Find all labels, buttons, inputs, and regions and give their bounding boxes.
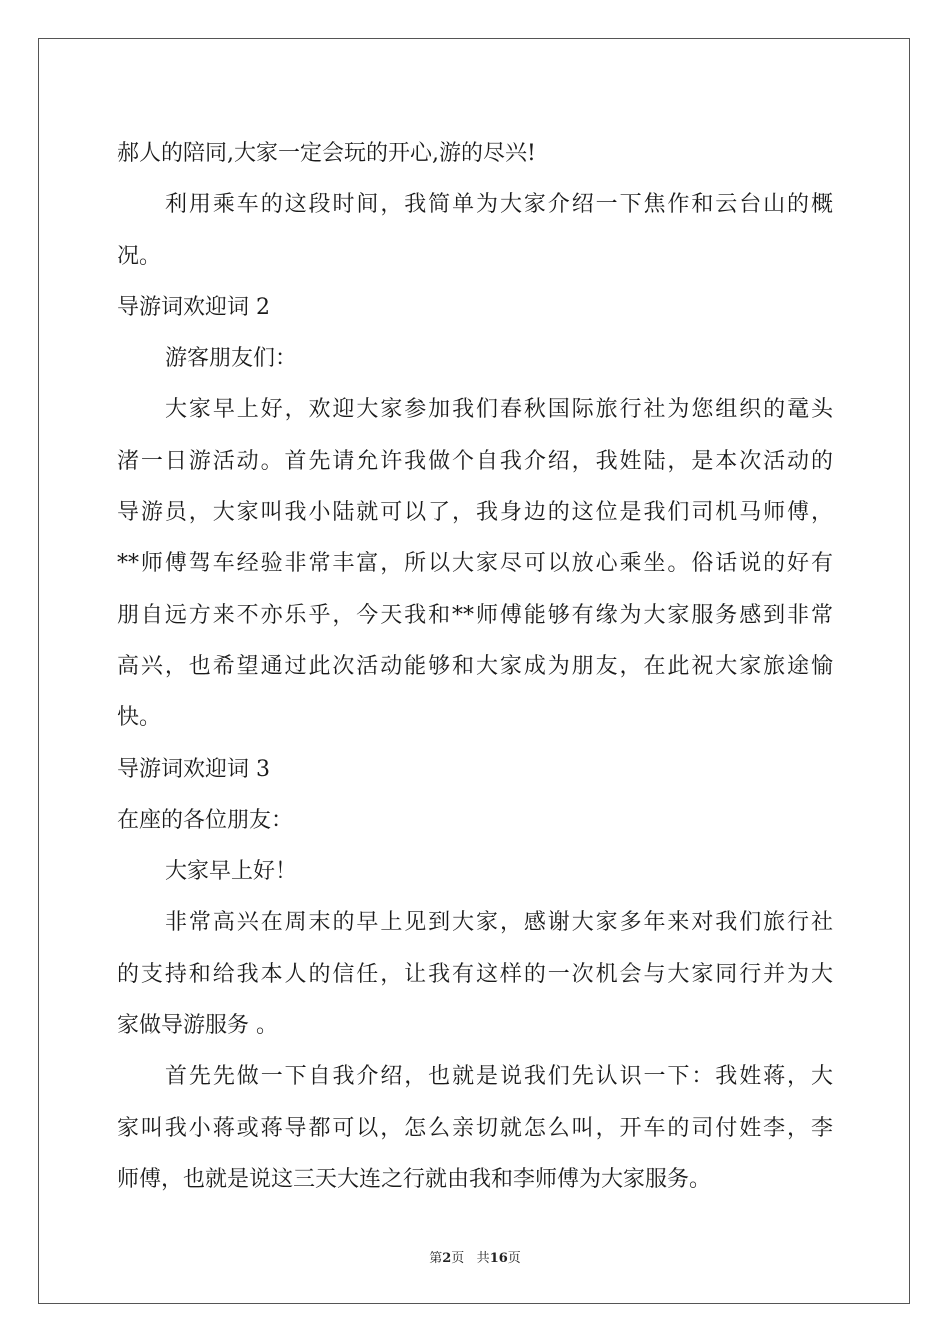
page-footer xyxy=(0,1247,950,1266)
text-line: **师傅驾车经验非常丰富，所以大家尽可以放心乘坐。俗话说的好有 xyxy=(117,551,833,577)
page-prefix: 第 xyxy=(429,1251,443,1266)
page-number: 2 xyxy=(442,1251,452,1266)
total-pages: 16 xyxy=(489,1251,508,1266)
text-line: 大家早上好，欢迎大家参加我们春秋国际旅行社为您组织的鼋头 xyxy=(165,397,833,423)
text-line: 渚一日游活动。首先请允许我做个自我介绍，我姓陆，是本次活动的 xyxy=(117,448,833,474)
text-line: 家叫我小蒋或蒋导都可以，怎么亲切就怎么叫，开车的司付姓李，李 xyxy=(117,1115,833,1141)
section-heading: 导游词欢迎词 2 xyxy=(117,294,270,320)
text-line: 家做导游服务 。 xyxy=(117,1013,278,1039)
text-line: 非常高兴在周末的早上见到大家，感谢大家多年来对我们旅行社 xyxy=(165,910,833,936)
text-line: 利用乘车的这段时间，我简单为大家介绍一下焦作和云台山的概 xyxy=(165,192,833,218)
section-heading: 导游词欢迎词 3 xyxy=(117,756,270,782)
text-line: 高兴，也希望通过此次活动能够和大家成为朋友，在此祝大家旅途愉 xyxy=(117,653,833,679)
text-line: 首先先做一下自我介绍，也就是说我们先认识一下：我姓蒋，大 xyxy=(165,1064,833,1090)
document-body xyxy=(117,128,833,1205)
page-suffix: 页 xyxy=(451,1251,465,1266)
text-line: 导游员，大家叫我小陆就可以了，我身边的这位是我们司机马师傅， xyxy=(117,500,833,526)
text-line: 朋自远方来不亦乐乎，今天我和**师傅能够有缘为大家服务感到非常 xyxy=(117,602,833,628)
text-line: 快。 xyxy=(117,705,162,731)
total-prefix: 共 xyxy=(476,1251,490,1266)
text-line: 在座的各位朋友： xyxy=(117,807,294,833)
text-line: 的支持和给我本人的信任，让我有这样的一次机会与大家同行并为大 xyxy=(117,961,833,987)
text-line: 大家早上好！ xyxy=(165,859,298,885)
text-line: 郝人的陪同,大家一定会玩的开心,游的尽兴! xyxy=(117,141,536,166)
total-suffix: 页 xyxy=(507,1251,521,1266)
text-line: 游客朋友们： xyxy=(165,346,298,372)
text-line: 师傅，也就是说这三天大连之行就由我和李师傅为大家服务。 xyxy=(117,1166,712,1192)
text-line: 况。 xyxy=(117,243,162,269)
